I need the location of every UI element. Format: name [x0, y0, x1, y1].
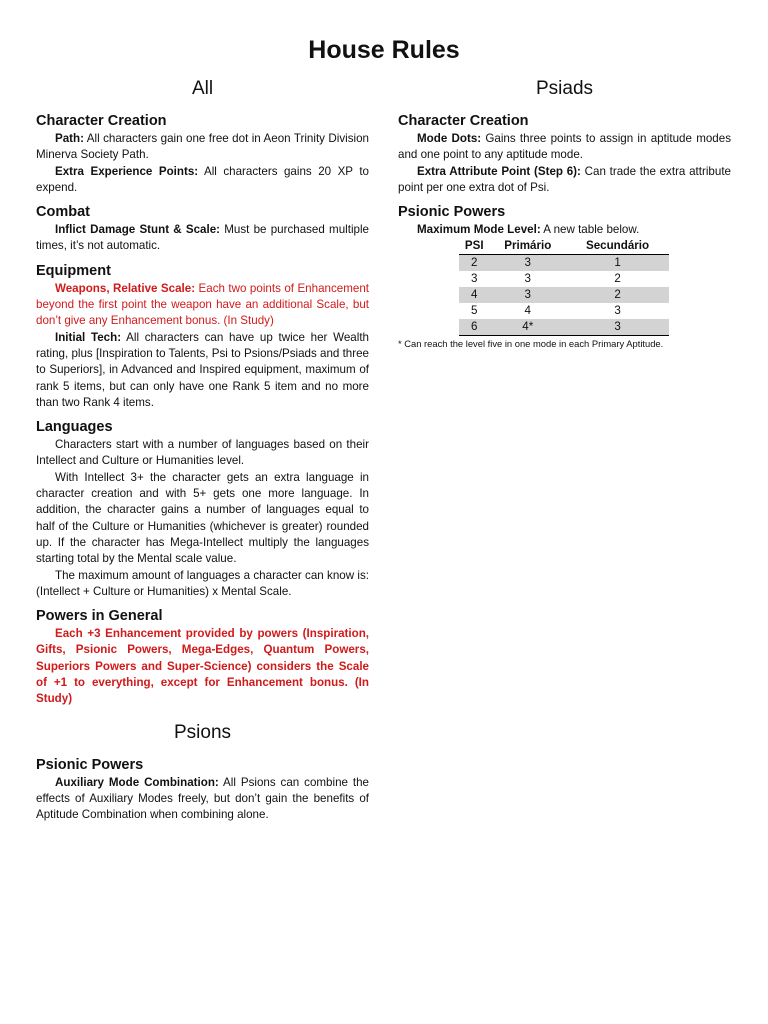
- paragraph-languages-1: Characters start with a number of languages based on their Intellect and Culture or Humanities level.: [36, 438, 369, 468]
- paragraph-weapons-scale: [36, 281, 369, 330]
- paragraph-languages-2: With Intellect 3+ the character gets an extra language in character creation and with 5+ gets one more language. In addition, the character gains a number of languages equal to half of the Culture or Humanities (whichever is greater) rounded up. If the character has Mega-Intellect multiply the languages starting total by the Mental scale value.: [36, 470, 369, 566]
- table-cell: 3: [614, 304, 621, 318]
- paragraph-auxiliary-mode: [36, 775, 369, 824]
- section-character-creation: [36, 113, 369, 196]
- table-cell: 4: [459, 287, 489, 303]
- label: Weapons, Relative Scale:: [55, 281, 196, 295]
- table-cell: 4*: [489, 319, 566, 336]
- mode-level-table: [459, 238, 669, 336]
- column-heading-psiads: Psiads: [535, 78, 594, 99]
- text: Each two points of Enhancement beyond the first point the weapon have an additional Scale, but don’t give any Enhancement bonus. (In Study): [36, 281, 369, 328]
- table-cell: 3: [566, 319, 669, 336]
- text: All characters gains 20 XP to expend.: [36, 164, 369, 194]
- paragraph-powers-enhancement: [36, 626, 369, 707]
- section-psiads-psionic-powers: [398, 204, 731, 349]
- right-column: [398, 78, 731, 357]
- text: All Psions can combine the effects of Auxiliary Modes freely, but don’t gain the benefits of Aptitude Combination when combining alone.: [36, 775, 370, 822]
- label: Path:: [55, 132, 84, 145]
- column-heading-psions: Psions: [173, 721, 232, 743]
- section-heading: Psionic Powers: [398, 204, 506, 221]
- section-psiads-character-creation: [398, 113, 731, 196]
- section-heading: Languages: [36, 419, 113, 436]
- section-psions-psionic-powers: [36, 757, 369, 824]
- table-cell: 2: [459, 255, 489, 272]
- table-header-cell: Primário: [489, 238, 566, 255]
- section-combat: [36, 204, 369, 255]
- text: Must be purchased multiple times, it’s not automatic.: [36, 223, 369, 253]
- table-row: [459, 303, 669, 319]
- table-row: [459, 271, 669, 287]
- label: Extra Attribute Point (Step 6):: [417, 164, 581, 178]
- left-column: [36, 78, 369, 832]
- text: A new table below.: [540, 223, 640, 237]
- section-heading: Psionic Powers: [36, 756, 144, 773]
- section-languages: [36, 419, 369, 600]
- label: Initial Tech:: [55, 330, 122, 344]
- section-heading: Equipment: [36, 262, 111, 279]
- table-cell: 1: [566, 255, 669, 272]
- page-title: House Rules: [308, 36, 460, 64]
- section-heading: Character Creation: [36, 113, 167, 129]
- table-cell: 4: [524, 304, 531, 318]
- label: Maximum Mode Level:: [417, 223, 541, 237]
- label: Mode Dots:: [417, 132, 482, 145]
- section-heading: Combat: [36, 204, 90, 221]
- table-row: [459, 319, 669, 336]
- table-cell: 3: [470, 272, 478, 286]
- table-header-cell: Secundário: [566, 238, 669, 255]
- table-cell: 2: [614, 272, 621, 286]
- table-cell: 3: [489, 255, 566, 272]
- table-header-cell: PSI: [459, 238, 489, 255]
- paragraph-languages-3: The maximum amount of languages a character can know is: (Intellect + Culture or Humanities) x Mental Scale.: [36, 568, 369, 598]
- paragraph-inflict-damage: [36, 222, 369, 255]
- text: Can trade the extra attribute point per one extra dot of Psi.: [398, 164, 731, 194]
- table-cell: 3: [524, 272, 531, 286]
- text: All characters gain one free dot in Aeon Trinity Division Minerva Society Path.: [36, 132, 369, 162]
- text: Gains three points to assign in aptitude modes and one point to any aptitude mode.: [398, 132, 731, 162]
- label: Extra Experience Points:: [55, 164, 199, 178]
- table-cell: 2: [566, 287, 669, 303]
- table-cell: 5: [470, 304, 478, 318]
- paragraph-mode-dots: [398, 131, 731, 164]
- table-cell: 3: [489, 287, 566, 303]
- table-footnote: * Can reach the level five in one mode in each Primary Aptitude.: [398, 338, 664, 350]
- paragraph-extra-attribute: [398, 164, 731, 197]
- text: All characters can have up twice her Wealth rating, plus [Inspiration to Talents, Psi to Psions/Psiads and three to Superiors], in Advanced and Inspired equipment, maximum of rank 5 items, but can only have one Rank 5 item and no more than two Rank 4 items.: [36, 330, 369, 409]
- label: Inflict Damage Stunt & Scale:: [55, 223, 221, 237]
- paragraph-extra-xp: [36, 164, 369, 197]
- paragraph-max-mode-level: [398, 222, 731, 238]
- table-row: [459, 287, 669, 303]
- section-powers-in-general: [36, 608, 369, 707]
- text: Each +3 Enhancement provided by powers (Inspiration, Gifts, Psionic Powers, Mega-Edges, Quantum Powers, Superiors Powers and Super-Science) considers the Scale of +1 to everything, except for Enhancement bonus. (In Study): [36, 627, 369, 706]
- column-heading-all: All: [191, 78, 214, 99]
- table-row: [459, 255, 669, 272]
- table-cell: 6: [459, 319, 489, 336]
- paragraph-initial-tech: [36, 330, 369, 411]
- section-equipment: [36, 263, 369, 411]
- label: Auxiliary Mode Combination:: [55, 775, 219, 789]
- table-header-row: [459, 238, 669, 255]
- section-heading: Character Creation: [398, 113, 529, 129]
- paragraph-path: [36, 131, 369, 164]
- mode-level-table-wrapper: [459, 238, 669, 336]
- section-heading: Powers in General: [36, 608, 163, 625]
